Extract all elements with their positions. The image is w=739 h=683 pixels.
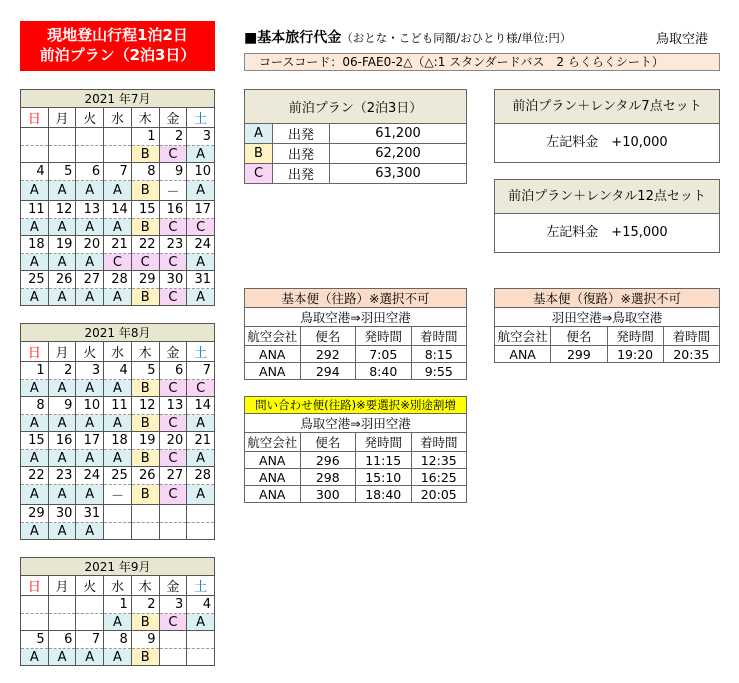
weekday-header: 金 <box>159 342 187 362</box>
rental7-title: 前泊プラン＋レンタル7点セット <box>495 90 719 124</box>
calendar-price-code: A <box>104 614 132 631</box>
flight-cell: 9:55 <box>411 363 467 380</box>
outbound-flights-table <box>244 288 467 380</box>
calendar-month-title: 2021 年8月 <box>21 324 215 342</box>
rental12-title: 前泊プラン＋レンタル12点セット <box>495 180 719 214</box>
calendar-price-code: A <box>104 289 132 306</box>
calendar-price-code: － <box>104 485 132 505</box>
flight-column-header: 発時間 <box>356 433 412 452</box>
calendar-price-code: C <box>159 614 187 631</box>
calendar-price-code: A <box>104 181 132 201</box>
calendar-price-code: A <box>76 649 104 666</box>
calendar-price-code: A <box>76 450 104 467</box>
calendar-price-code: A <box>76 181 104 201</box>
weekday-header: 土 <box>187 342 215 362</box>
calendar-price-code: B <box>131 289 159 306</box>
calendar-price-code <box>159 523 187 540</box>
plan-title: 前泊プラン（2泊3日） <box>245 90 467 124</box>
flight-route: 鳥取空港⇒羽田空港 <box>245 308 467 327</box>
calendar-day: 9 <box>159 163 187 181</box>
calendar-price-code: A <box>21 450 49 467</box>
pricing-heading <box>244 27 571 47</box>
flight-cell: 294 <box>300 363 356 380</box>
price-value-a: 61,200 <box>330 124 467 144</box>
flight-row <box>245 469 467 486</box>
calendar-price-code: A <box>48 649 76 666</box>
calendar-price-code: B <box>131 219 159 236</box>
calendar-day: 17 <box>187 201 215 219</box>
calendar-day: 18 <box>21 236 49 254</box>
calendar-price-code: A <box>104 380 132 397</box>
calendar-day: 6 <box>48 631 76 649</box>
weekday-header: 木 <box>131 108 159 128</box>
flight-route: 羽田空港⇒鳥取空港 <box>495 308 720 327</box>
calendar-price-code: A <box>187 289 215 306</box>
flight-cell: ANA <box>245 363 301 380</box>
calendar-day: 4 <box>104 362 132 380</box>
weekday-header: 月 <box>48 342 76 362</box>
calendar-day: 27 <box>159 467 187 485</box>
weekday-header: 日 <box>21 108 49 128</box>
price-code-a: A <box>245 124 273 144</box>
calendar-price-code: A <box>187 146 215 163</box>
flight-cell: 12:35 <box>411 452 467 469</box>
flight-row <box>245 346 467 363</box>
calendar-price-code <box>76 614 104 631</box>
calendar-day <box>21 128 49 146</box>
calendar-day: 25 <box>21 271 49 289</box>
flight-column-header: 航空会社 <box>495 327 551 346</box>
flight-cell: ANA <box>495 346 551 363</box>
calendar-price-code: A <box>48 415 76 432</box>
calendar-day: 5 <box>131 362 159 380</box>
flight-column-header: 便名 <box>300 327 356 346</box>
calendar-price-code: A <box>104 450 132 467</box>
calendar-price-code: A <box>104 649 132 666</box>
calendar-day: 5 <box>48 163 76 181</box>
calendar-price-code: A <box>48 181 76 201</box>
calendar-price-code: B <box>131 450 159 467</box>
calendar-price-code: A <box>21 523 49 540</box>
calendar-day <box>159 631 187 649</box>
calendar-day: 22 <box>21 467 49 485</box>
calendar-price-code <box>104 146 132 163</box>
calendar-day: 15 <box>21 432 49 450</box>
calendar-price-code: B <box>131 380 159 397</box>
weekday-header: 月 <box>48 576 76 596</box>
calendar-price-code: B <box>131 485 159 505</box>
weekday-header: 火 <box>76 342 104 362</box>
calendar-day: 12 <box>131 397 159 415</box>
calendar-price-code: A <box>48 450 76 467</box>
inbound-flights-table <box>494 288 720 363</box>
weekday-header: 金 <box>159 108 187 128</box>
weekday-header: 火 <box>76 576 104 596</box>
weekday-header: 水 <box>104 342 132 362</box>
flight-cell: 296 <box>300 452 356 469</box>
calendar-day: 22 <box>131 236 159 254</box>
calendar-day: 3 <box>187 128 215 146</box>
flight-row <box>245 363 467 380</box>
calendar-price-code: C <box>187 219 215 236</box>
calendar-day: 28 <box>104 271 132 289</box>
calendar-day <box>104 505 132 523</box>
flight-column-header: 航空会社 <box>245 327 301 346</box>
calendar-price-code: C <box>159 289 187 306</box>
flight-column-header: 便名 <box>300 433 356 452</box>
calendar-price-code <box>76 146 104 163</box>
rental7-price: 左記料金 +10,000 <box>546 135 668 150</box>
calendar-price-code: A <box>76 380 104 397</box>
price-label: 出発 <box>273 124 330 144</box>
calendar-price-code: C <box>131 254 159 271</box>
calendar-day: 29 <box>21 505 49 523</box>
flight-cell: 20:05 <box>411 486 467 503</box>
calendar-day: 11 <box>104 397 132 415</box>
calendar-day <box>131 505 159 523</box>
calendar-price-code: A <box>187 254 215 271</box>
calendar-day: 3 <box>76 362 104 380</box>
course-code: コースコード：06-FAE0-2△（△:1 スタンダードバス 2 らくらくシート） <box>244 53 720 71</box>
calendar-day: 29 <box>131 271 159 289</box>
flight-cell: 16:25 <box>411 469 467 486</box>
tour-title <box>20 21 215 71</box>
calendar-price-code: C <box>159 146 187 163</box>
flight-row <box>245 452 467 469</box>
calendar-day: 7 <box>76 631 104 649</box>
calendar-price-code: A <box>104 219 132 236</box>
calendar-day <box>21 596 49 614</box>
calendar-price-code: A <box>21 649 49 666</box>
rental12-box <box>494 179 720 253</box>
calendar-price-code: A <box>187 614 215 631</box>
calendar-day: 31 <box>187 271 215 289</box>
calendar-day <box>104 128 132 146</box>
calendar-day: 15 <box>131 201 159 219</box>
flight-cell: 15:10 <box>356 469 412 486</box>
calendar-price-code: A <box>48 380 76 397</box>
departure-airport: 鳥取空港 <box>656 32 709 47</box>
flight-column-header: 航空会社 <box>245 433 301 452</box>
calendar-day: 28 <box>187 467 215 485</box>
calendar-price-code: C <box>159 254 187 271</box>
calendar-price-code: C <box>159 415 187 432</box>
calendar-day: 2 <box>159 128 187 146</box>
calendar-price-code <box>21 614 49 631</box>
calendar-price-code: A <box>76 415 104 432</box>
calendar-day: 3 <box>159 596 187 614</box>
flight-column-header: 発時間 <box>607 327 663 346</box>
calendar-day: 16 <box>159 201 187 219</box>
flight-table-title: 基本便（復路）※選択不可 <box>495 289 720 308</box>
calendar-price-code: A <box>76 523 104 540</box>
calendar-price-code: C <box>104 254 132 271</box>
calendar-day: 8 <box>21 397 49 415</box>
weekday-header: 木 <box>131 576 159 596</box>
calendar-day: 9 <box>48 397 76 415</box>
tour-title-line2: 前泊プラン（2泊3日） <box>39 46 196 64</box>
calendar-price-code: A <box>21 415 49 432</box>
calendar-price-code: A <box>76 485 104 505</box>
calendar-price-code: B <box>131 415 159 432</box>
calendar-day: 21 <box>187 432 215 450</box>
calendar-day: 1 <box>131 128 159 146</box>
price-label: 出発 <box>273 144 330 164</box>
weekday-header: 水 <box>104 108 132 128</box>
calendar-day: 25 <box>104 467 132 485</box>
price-label: 出発 <box>273 164 330 184</box>
calendar-day: 6 <box>76 163 104 181</box>
flight-cell: 7:05 <box>356 346 412 363</box>
calendar-price-code <box>159 649 187 666</box>
flight-column-header: 発時間 <box>356 327 412 346</box>
price-code-b: B <box>245 144 273 164</box>
calendar-price-code <box>104 523 132 540</box>
flight-table-title: 問い合わせ便(往路)※要選択※別途割増 <box>245 397 467 414</box>
calendar-day: 14 <box>187 397 215 415</box>
calendar-price-code: A <box>104 415 132 432</box>
flight-column-header: 便名 <box>551 327 607 346</box>
flight-column-header: 着時間 <box>411 433 467 452</box>
calendar-price-code: A <box>21 289 49 306</box>
calendar-price-code <box>48 614 76 631</box>
calendar-day <box>48 596 76 614</box>
calendar-day: 13 <box>159 397 187 415</box>
flight-cell: ANA <box>245 469 301 486</box>
calendar-price-code: B <box>131 181 159 201</box>
calendar-day: 4 <box>187 596 215 614</box>
calendar-day: 24 <box>187 236 215 254</box>
calendar-day: 9 <box>131 631 159 649</box>
weekday-header: 水 <box>104 576 132 596</box>
calendar-day: 6 <box>159 362 187 380</box>
calendar-day: 17 <box>76 432 104 450</box>
pricing-heading-text: ■基本旅行代金 <box>244 30 342 46</box>
weekday-header: 日 <box>21 576 49 596</box>
calendar-price-code: C <box>159 380 187 397</box>
flight-column-header: 着時間 <box>663 327 719 346</box>
calendar-price-code: A <box>48 219 76 236</box>
calendar-price-code: A <box>76 254 104 271</box>
flight-cell: 8:40 <box>356 363 412 380</box>
pricing-subheading: （おとな・こども同額/おひとり様/単位:円） <box>341 31 572 45</box>
calendar-price-code: A <box>187 415 215 432</box>
calendar-day: 8 <box>104 631 132 649</box>
calendar-day: 21 <box>104 236 132 254</box>
flight-route: 鳥取空港⇒羽田空港 <box>245 414 467 433</box>
calendar-day: 8 <box>131 163 159 181</box>
flight-column-header: 着時間 <box>411 327 467 346</box>
weekday-header: 月 <box>48 108 76 128</box>
calendar-price-code: － <box>159 181 187 201</box>
calendar-price-code: C <box>159 219 187 236</box>
calendar-price-code: A <box>21 485 49 505</box>
calendar-day: 11 <box>21 201 49 219</box>
weekday-header: 土 <box>187 576 215 596</box>
calendar-july <box>20 89 215 306</box>
tour-title-line1: 現地登山行程1泊2日 <box>47 26 188 44</box>
flight-cell: ANA <box>245 486 301 503</box>
calendar-day <box>76 128 104 146</box>
flight-cell: 19:20 <box>607 346 663 363</box>
calendar-price-code: A <box>76 219 104 236</box>
weekday-header: 木 <box>131 342 159 362</box>
flight-cell: 298 <box>300 469 356 486</box>
calendar-price-code <box>21 146 49 163</box>
calendar-day: 26 <box>48 271 76 289</box>
price-code-c: C <box>245 164 273 184</box>
calendar-day: 20 <box>76 236 104 254</box>
calendar-day: 10 <box>187 163 215 181</box>
calendar-day: 7 <box>187 362 215 380</box>
calendar-month-title: 2021 年9月 <box>21 558 215 576</box>
calendar-price-code: A <box>187 450 215 467</box>
calendar-august <box>20 323 215 540</box>
calendar-price-code <box>131 523 159 540</box>
price-value-b: 62,200 <box>330 144 467 164</box>
inquiry-flights-table <box>244 396 467 503</box>
calendar-day: 14 <box>104 201 132 219</box>
calendar-price-code: B <box>131 146 159 163</box>
calendar-price-code: A <box>187 485 215 505</box>
flight-cell: 299 <box>551 346 607 363</box>
calendar-day: 13 <box>76 201 104 219</box>
calendar-day: 24 <box>76 467 104 485</box>
flight-cell: 18:40 <box>356 486 412 503</box>
calendar-day <box>76 596 104 614</box>
price-value-c: 63,300 <box>330 164 467 184</box>
calendar-day: 5 <box>21 631 49 649</box>
calendar-price-code: A <box>187 181 215 201</box>
calendar-price-code: A <box>21 254 49 271</box>
calendar-day <box>48 128 76 146</box>
flight-row <box>245 486 467 503</box>
calendar-price-code: C <box>159 485 187 505</box>
calendar-price-code: A <box>48 485 76 505</box>
weekday-header: 金 <box>159 576 187 596</box>
calendar-day <box>187 631 215 649</box>
calendar-day: 16 <box>48 432 76 450</box>
calendar-price-code: B <box>131 614 159 631</box>
rental12-price: 左記料金 +15,000 <box>546 225 668 240</box>
calendar-price-code: A <box>48 254 76 271</box>
weekday-header: 日 <box>21 342 49 362</box>
calendar-month-title: 2021 年7月 <box>21 90 215 108</box>
calendar-day: 30 <box>48 505 76 523</box>
weekday-header: 火 <box>76 108 104 128</box>
calendar-price-code: C <box>187 380 215 397</box>
calendar-day: 31 <box>76 505 104 523</box>
calendar-price-code: A <box>21 219 49 236</box>
calendar-price-code: A <box>48 523 76 540</box>
calendar-day: 23 <box>48 467 76 485</box>
weekday-header: 土 <box>187 108 215 128</box>
rental7-box <box>494 89 720 163</box>
calendar-day: 30 <box>159 271 187 289</box>
calendar-price-code: A <box>21 181 49 201</box>
calendar-day: 23 <box>159 236 187 254</box>
flight-cell: 8:15 <box>411 346 467 363</box>
calendar-day: 20 <box>159 432 187 450</box>
calendar-september <box>20 557 215 666</box>
flight-row <box>495 346 720 363</box>
calendar-day <box>159 505 187 523</box>
flight-table-title: 基本便（往路）※選択不可 <box>245 289 467 308</box>
calendar-day: 10 <box>76 397 104 415</box>
flight-cell: 300 <box>300 486 356 503</box>
calendar-day: 2 <box>48 362 76 380</box>
plan-price-table <box>244 89 467 184</box>
calendar-day: 1 <box>104 596 132 614</box>
flight-cell: 292 <box>300 346 356 363</box>
calendar-day: 19 <box>131 432 159 450</box>
flight-cell: 11:15 <box>356 452 412 469</box>
calendar-price-code <box>187 649 215 666</box>
calendar-price-code: A <box>48 289 76 306</box>
calendar-price-code: A <box>21 380 49 397</box>
calendar-day: 1 <box>21 362 49 380</box>
calendar-price-code: A <box>76 289 104 306</box>
flight-cell: 20:35 <box>663 346 719 363</box>
calendar-day: 4 <box>21 163 49 181</box>
flight-cell: ANA <box>245 346 301 363</box>
flight-cell: ANA <box>245 452 301 469</box>
calendar-price-code <box>187 523 215 540</box>
calendar-day: 7 <box>104 163 132 181</box>
calendar-price-code: B <box>131 649 159 666</box>
calendar-day <box>187 505 215 523</box>
calendar-price-code <box>48 146 76 163</box>
calendar-day: 19 <box>48 236 76 254</box>
calendar-price-code: C <box>159 450 187 467</box>
calendar-day: 27 <box>76 271 104 289</box>
calendar-day: 26 <box>131 467 159 485</box>
calendar-day: 18 <box>104 432 132 450</box>
calendar-day: 12 <box>48 201 76 219</box>
calendar-day: 2 <box>131 596 159 614</box>
